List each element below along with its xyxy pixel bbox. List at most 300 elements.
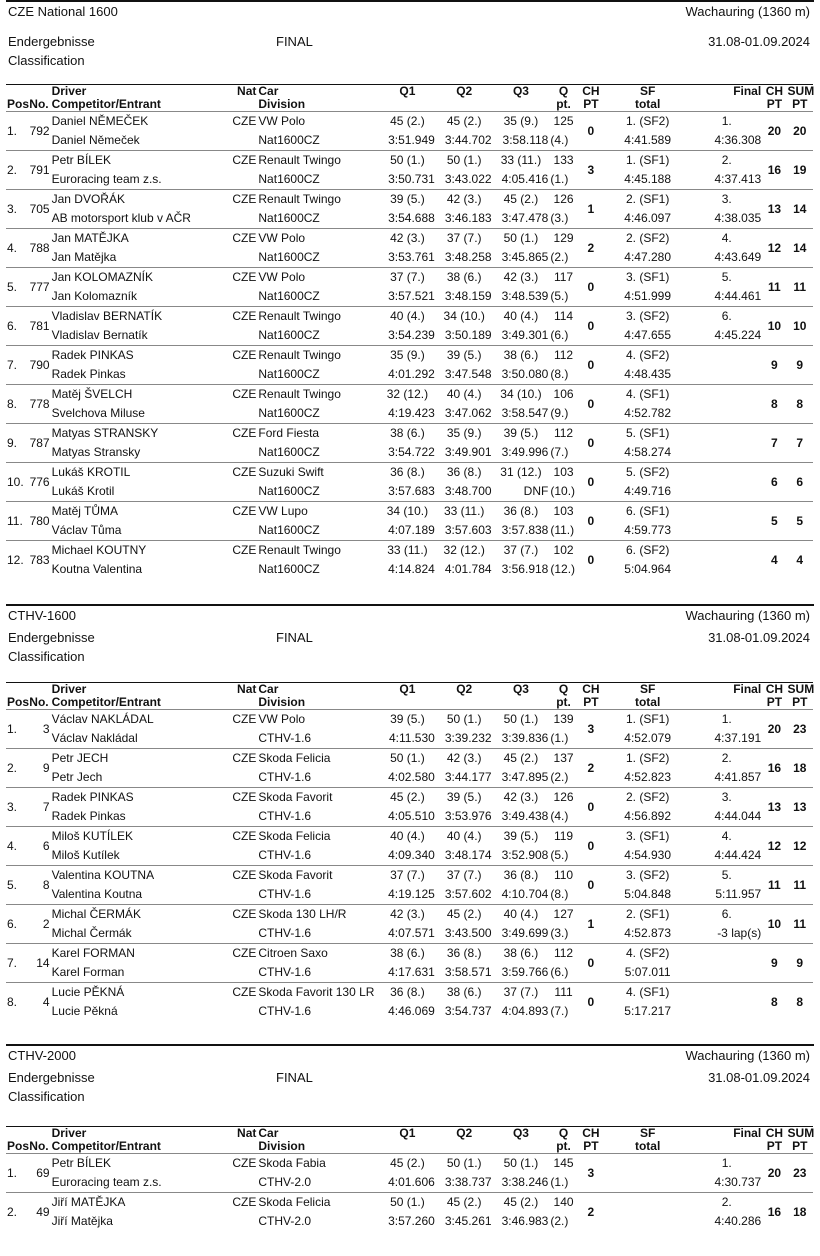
sum-points: 11	[793, 916, 807, 931]
q2-time: 3:38.737	[444, 1175, 492, 1189]
q3-time: 3:58.118	[502, 133, 549, 147]
entrant-name: Petr Jech	[51, 770, 103, 784]
sf-result: 5. (SF2)	[625, 465, 670, 479]
q-rank: (2.)	[550, 770, 569, 784]
sum-points: 4	[796, 552, 804, 567]
col-ch2: CH	[765, 84, 784, 98]
q1-time: 4:19.125	[388, 887, 435, 901]
q3-points: 45 (2.)	[503, 751, 539, 765]
q3-points: 37 (7.)	[503, 985, 539, 999]
division: CTHV-1.6	[258, 809, 312, 823]
sf-time: 4:52.873	[624, 926, 672, 940]
sum-points: 14	[793, 240, 807, 255]
q-total-points: 111	[554, 985, 573, 999]
division: CTHV-1.6	[258, 1004, 312, 1018]
ch-points: 0	[587, 955, 595, 970]
car-number: 705	[29, 201, 50, 216]
nationality: CZE	[232, 1156, 257, 1170]
q2-time: 3:49.901	[444, 445, 492, 459]
q-rank: (9.)	[550, 406, 569, 420]
q2-time: 3:44.177	[444, 770, 492, 784]
driver-name: Michael KOUTNY	[51, 543, 147, 557]
q1-points: 45 (2.)	[390, 790, 425, 804]
q1-points: 37 (7.)	[390, 868, 425, 882]
q1-points: 33 (11.)	[387, 543, 428, 557]
championship-points: 16	[767, 760, 782, 775]
q1-points: 50 (1.)	[390, 153, 425, 167]
section-divider	[6, 1044, 814, 1046]
nationality: CZE	[232, 348, 257, 362]
q1-points: 37 (7.)	[390, 270, 425, 284]
col-ch2-pt: PT	[766, 695, 783, 709]
position: 9.	[7, 435, 18, 450]
position: 7.	[7, 357, 18, 372]
final-time	[691, 482, 762, 502]
sf-result: 6. (SF1)	[625, 504, 670, 518]
entrant-name: Euroracing team z.s.	[51, 1175, 162, 1189]
final-position	[691, 944, 762, 964]
car-number: 69	[36, 1165, 50, 1180]
q2-points: 40 (4.)	[446, 387, 482, 401]
nationality: CZE	[232, 270, 257, 284]
sf-result	[604, 1193, 691, 1213]
sum-points: 8	[796, 994, 804, 1009]
q3-points: 35 (9.)	[503, 114, 539, 128]
q2-time: 3:53.976	[444, 809, 492, 823]
championship-points: 9	[771, 357, 778, 372]
event-dates: 31.08-01.09.2024	[708, 1070, 810, 1085]
q3-points: 37 (7.)	[503, 543, 539, 557]
final-label: FINAL	[276, 34, 313, 49]
championship-points: 5	[771, 513, 778, 528]
q3-time: 3:52.908	[501, 848, 549, 862]
col-q: Q	[558, 1126, 569, 1140]
q-total-points: 145	[553, 1156, 574, 1170]
final-position	[691, 424, 762, 444]
final-label: FINAL	[276, 1070, 313, 1085]
q1-time: 4:19.423	[388, 406, 435, 420]
col-sum-pt: PT	[792, 695, 808, 709]
q3-time: 3:47.895	[501, 770, 549, 784]
position: 4.	[7, 240, 18, 255]
final-time: 4:45.224	[714, 328, 762, 342]
sum-points: 7	[796, 435, 804, 450]
table-row	[6, 307, 813, 327]
car-number: 778	[29, 396, 50, 411]
division: Nat1600CZ	[258, 445, 320, 459]
q-rank: (5.)	[550, 289, 569, 303]
final-position: 5.	[721, 270, 732, 284]
q3-time: 3:46.983	[501, 1214, 549, 1228]
col-ch2: CH	[765, 682, 784, 696]
sf-result: 1. (SF1)	[625, 712, 670, 726]
driver-name: Valentina KOUTNA	[51, 868, 155, 882]
col-no: No.	[29, 1139, 49, 1153]
sf-result: 1. (SF1)	[625, 153, 670, 167]
q-total-points: 139	[553, 712, 574, 726]
table-row	[6, 502, 813, 522]
q3-points: 31 (12.)	[500, 465, 542, 479]
q-rank: (4.)	[550, 133, 569, 147]
col-driver: Driver	[51, 84, 87, 98]
sf-result: 2. (SF2)	[625, 790, 670, 804]
q2-points: 50 (1.)	[446, 153, 482, 167]
car-number: 788	[29, 240, 50, 255]
ch-points: 0	[587, 799, 595, 814]
sf-result: 3. (SF2)	[625, 868, 670, 882]
col-q2: Q2	[456, 1126, 473, 1140]
q-rank: (4.)	[550, 809, 569, 823]
division: CTHV-1.6	[258, 770, 312, 784]
q3-time: 3:49.301	[501, 328, 549, 342]
q-total-points: 133	[553, 153, 574, 167]
q2-time: 3:43.022	[444, 172, 492, 186]
entrant-name: Matyas Stransky	[51, 445, 141, 459]
q2-time: 3:57.602	[444, 887, 492, 901]
car-model: Renault Twingo	[258, 153, 341, 167]
car-number: 790	[29, 357, 50, 372]
q3-time: 4:10.704	[501, 887, 549, 901]
sf-result: 3. (SF1)	[625, 829, 670, 843]
title-en: Classification	[8, 1089, 85, 1104]
division: CTHV-2.0	[258, 1214, 312, 1228]
q3-time: 3:49.438	[501, 809, 549, 823]
division: Nat1600CZ	[258, 133, 320, 147]
col-car: Car	[258, 1126, 279, 1140]
sum-points: 8	[796, 396, 804, 411]
car-model: VW Polo	[258, 114, 306, 128]
q1-points: 40 (4.)	[390, 829, 425, 843]
ch-points: 0	[587, 279, 595, 294]
entrant-name: Jan Kolomazník	[51, 289, 137, 303]
q3-time: 3:45.865	[501, 250, 549, 264]
q1-time: 3:57.683	[388, 484, 435, 498]
final-position	[691, 502, 762, 522]
q3-points: 50 (1.)	[503, 1156, 539, 1170]
car-model: VW Lupo	[258, 504, 308, 518]
entrant-name: Jiří Matějka	[51, 1214, 113, 1228]
q3-points: 40 (4.)	[503, 309, 539, 323]
table-row	[6, 463, 813, 483]
q2-points: 34 (10.)	[443, 309, 485, 323]
col-driver: Driver	[51, 682, 87, 696]
col-pos: Pos	[7, 97, 30, 111]
sf-result: 3. (SF1)	[625, 270, 670, 284]
q2-points: 45 (2.)	[446, 907, 482, 921]
q-total-points: 126	[553, 192, 574, 206]
car-number: 791	[29, 162, 50, 177]
sf-time: 4:48.435	[624, 367, 672, 381]
q2-time: 3:39.232	[444, 731, 492, 745]
position: 6.	[7, 916, 18, 931]
position: 6.	[7, 318, 18, 333]
q-total-points: 102	[553, 543, 574, 557]
position: 2.	[7, 162, 18, 177]
q1-time: 3:51.949	[388, 133, 435, 147]
col-pos: Pos	[7, 1139, 30, 1153]
sf-time: 5:04.848	[624, 887, 672, 901]
q-total-points: 140	[553, 1195, 574, 1209]
nationality: CZE	[232, 829, 257, 843]
final-time: 4:37.191	[714, 731, 762, 745]
entrant-name: AB motorsport klub v AČR	[51, 211, 191, 225]
q2-points: 36 (8.)	[446, 946, 482, 960]
car-model: VW Polo	[258, 231, 306, 245]
sf-time: 4:45.188	[624, 172, 672, 186]
car-number: 777	[29, 279, 50, 294]
car-number: 49	[36, 1204, 50, 1219]
driver-name: Matěj TŮMA	[51, 504, 119, 518]
sum-points: 18	[793, 1204, 807, 1219]
final-position	[691, 983, 762, 1003]
final-time	[691, 365, 762, 385]
col-sf-total: total	[634, 695, 661, 709]
q2-points: 45 (2.)	[446, 1195, 482, 1209]
car-number: 776	[29, 474, 50, 489]
sf-result: 1. (SF2)	[625, 751, 670, 765]
event-dates: 31.08-01.09.2024	[708, 34, 810, 49]
q3-time: 3:49.699	[501, 926, 549, 940]
ch-points: 0	[587, 838, 595, 853]
q1-time: 4:46.069	[388, 1004, 435, 1018]
sf-time	[604, 1173, 691, 1193]
final-time: 4:44.424	[714, 848, 762, 862]
q1-time: 4:02.580	[388, 770, 435, 784]
final-time: -3 lap(s)	[717, 926, 762, 940]
car-model: Renault Twingo	[258, 387, 341, 401]
championship-points: 8	[771, 396, 778, 411]
final-time: 4:36.308	[714, 133, 762, 147]
q3-points: 50 (1.)	[503, 231, 539, 245]
col-sum: SUM	[787, 682, 815, 696]
final-time: 4:43.649	[714, 250, 762, 264]
sf-result: 5. (SF1)	[625, 426, 670, 440]
q3-time: 4:05.416	[501, 172, 549, 186]
table-row	[6, 905, 813, 925]
q1-time: 4:01.606	[388, 1175, 435, 1189]
car-number: 14	[36, 955, 50, 970]
col-ch2: CH	[765, 1126, 784, 1140]
q3-points: 42 (3.)	[503, 270, 539, 284]
division: CTHV-1.6	[258, 965, 312, 979]
sum-points: 18	[793, 760, 807, 775]
ch-points: 0	[587, 994, 595, 1009]
car-model: Skoda Favorit 130 LR	[258, 985, 375, 999]
final-time	[691, 443, 762, 463]
col-q1: Q1	[399, 1126, 416, 1140]
q2-time: 3:48.174	[444, 848, 492, 862]
ch-points: 1	[587, 916, 595, 931]
q-total-points: 112	[553, 426, 574, 440]
driver-name: Vladislav BERNATÍK	[51, 309, 163, 323]
sf-time: 4:41.589	[624, 133, 672, 147]
ch-points: 1	[587, 201, 595, 216]
q3-points: 45 (2.)	[503, 192, 539, 206]
championship-points: 13	[767, 799, 782, 814]
col-ch: CH	[582, 682, 600, 696]
car-model: VW Polo	[258, 270, 306, 284]
sum-points: 12	[793, 838, 807, 853]
col-nat: Nat	[237, 682, 257, 696]
title-de: Endergebnisse	[8, 34, 95, 49]
q2-points: 37 (7.)	[446, 231, 482, 245]
col-ch2-pt: PT	[766, 97, 783, 111]
car-model: Renault Twingo	[258, 309, 341, 323]
entrant-name: Václav Nakládal	[51, 731, 138, 745]
division: Nat1600CZ	[258, 406, 320, 420]
ch-points: 3	[587, 721, 595, 736]
col-q: Q	[558, 682, 569, 696]
position: 1.	[7, 123, 18, 138]
car-number: 781	[29, 318, 50, 333]
q-total-points: 103	[553, 504, 574, 518]
q1-points: 40 (4.)	[390, 309, 425, 323]
q2-time: 3:48.258	[444, 250, 492, 264]
col-final: Final	[733, 1126, 762, 1140]
q3-time: 3:39.836	[501, 731, 549, 745]
car-model: Skoda Fabia	[258, 1156, 326, 1170]
q-rank: (11.)	[550, 523, 575, 537]
q2-time: 4:01.784	[444, 562, 492, 576]
q-rank: (8.)	[550, 887, 569, 901]
nationality: CZE	[232, 907, 257, 921]
entrant-name: Svelchova Miluse	[51, 406, 145, 420]
col-competitor: Competitor/Entrant	[51, 97, 161, 111]
q3-points: 36 (8.)	[503, 504, 539, 518]
car-model: VW Polo	[258, 712, 306, 726]
sf-result: 1. (SF2)	[625, 114, 670, 128]
title-de: Endergebnisse	[8, 630, 95, 645]
nationality: CZE	[232, 114, 257, 128]
results-table	[6, 84, 813, 579]
q1-time: 4:01.292	[388, 367, 435, 381]
driver-name: Lukáš KROTIL	[51, 465, 131, 479]
section-divider	[6, 0, 814, 2]
entrant-name: Lucie Pěkná	[51, 1004, 118, 1018]
nationality: CZE	[232, 751, 257, 765]
driver-name: Petr BÍLEK	[51, 1156, 111, 1170]
position: 3.	[7, 799, 18, 814]
q-total-points: 106	[553, 387, 574, 401]
car-number: 4	[42, 994, 50, 1009]
q3-points: 34 (10.)	[500, 387, 542, 401]
entrant-name: Michal Čermák	[51, 926, 132, 940]
q-total-points: 125	[553, 114, 574, 128]
car-number: 6	[42, 838, 50, 853]
q2-time: 3:54.737	[444, 1004, 492, 1018]
final-position: 5.	[721, 868, 732, 882]
nationality: CZE	[232, 309, 257, 323]
division: Nat1600CZ	[258, 367, 320, 381]
entrant-name: Lukáš Krotil	[51, 484, 115, 498]
q2-time: 3:46.183	[444, 211, 492, 225]
sum-points: 23	[793, 1165, 807, 1180]
table-row	[6, 944, 813, 964]
championship-points: 20	[767, 1165, 782, 1180]
q-total-points: 103	[553, 465, 574, 479]
car-model: Skoda Felicia	[258, 1195, 331, 1209]
championship-points: 8	[771, 994, 778, 1009]
section-divider	[6, 604, 814, 606]
championship-points: 10	[767, 916, 782, 931]
q1-points: 32 (12.)	[386, 387, 429, 401]
q1-time: 3:53.761	[388, 250, 435, 264]
q3-time: 4:04.893	[501, 1004, 549, 1018]
final-position: 1.	[721, 712, 732, 726]
car-number: 783	[29, 552, 50, 567]
q-total-points: 112	[553, 348, 574, 362]
q2-time: 3:57.603	[444, 523, 492, 537]
championship-points: 4	[771, 552, 778, 567]
q1-points: 50 (1.)	[390, 751, 425, 765]
q-rank: (8.)	[550, 367, 569, 381]
table-row	[6, 827, 813, 847]
ch-points: 0	[587, 123, 595, 138]
sum-points: 10	[793, 318, 807, 333]
table-row	[6, 788, 813, 808]
sf-result: 3. (SF2)	[625, 309, 670, 323]
q2-points: 32 (12.)	[443, 543, 485, 557]
entrant-name: Vladislav Bernatík	[51, 328, 148, 342]
table-row	[6, 112, 813, 132]
q3-points: 39 (5.)	[503, 829, 539, 843]
nationality: CZE	[232, 426, 257, 440]
col-q3: Q3	[512, 84, 529, 98]
nationality: CZE	[232, 504, 257, 518]
position: 7.	[7, 955, 18, 970]
col-car: Car	[258, 84, 279, 98]
q1-time: 3:54.722	[388, 445, 435, 459]
final-position: 4.	[721, 829, 732, 843]
col-q3: Q3	[512, 1126, 529, 1140]
sf-time: 4:59.773	[624, 523, 672, 537]
col-ch-pt: PT	[583, 1139, 599, 1153]
sf-time: 4:56.892	[624, 809, 672, 823]
ch-points: 3	[587, 162, 595, 177]
q2-time: 3:44.702	[444, 133, 492, 147]
q-rank: (7.)	[550, 1004, 569, 1018]
sf-time: 4:47.655	[624, 328, 672, 342]
q3-time: DNF	[523, 484, 549, 498]
car-number: 2	[42, 916, 50, 931]
q1-points: 34 (10.)	[386, 504, 429, 518]
driver-name: Karel FORMAN	[51, 946, 135, 960]
final-position: 6.	[721, 907, 732, 921]
driver-name: Daniel NĚMEČEK	[51, 114, 149, 128]
q-rank: (3.)	[550, 926, 569, 940]
sf-time: 4:52.823	[624, 770, 672, 784]
category-title: CZE National 1600	[8, 4, 118, 19]
col-q-pt: pt.	[556, 695, 571, 709]
sf-time: 5:07.011	[624, 965, 671, 979]
q3-time: 3:38.246	[501, 1175, 549, 1189]
q1-time: 4:09.340	[388, 848, 435, 862]
table-row	[6, 866, 813, 886]
final-position: 3.	[721, 790, 732, 804]
position: 1.	[7, 721, 18, 736]
col-competitor: Competitor/Entrant	[51, 1139, 161, 1153]
car-number: 8	[42, 877, 50, 892]
championship-points: 11	[768, 877, 781, 892]
championship-points: 9	[771, 955, 778, 970]
entrant-name: Daniel Němeček	[51, 133, 140, 147]
entrant-name: Valentina Koutna	[51, 887, 143, 901]
sum-points: 19	[793, 162, 807, 177]
position: 8.	[7, 994, 18, 1009]
car-model: Suzuki Swift	[258, 465, 324, 479]
col-competitor: Competitor/Entrant	[51, 695, 161, 709]
col-ch2-pt: PT	[766, 1139, 783, 1153]
